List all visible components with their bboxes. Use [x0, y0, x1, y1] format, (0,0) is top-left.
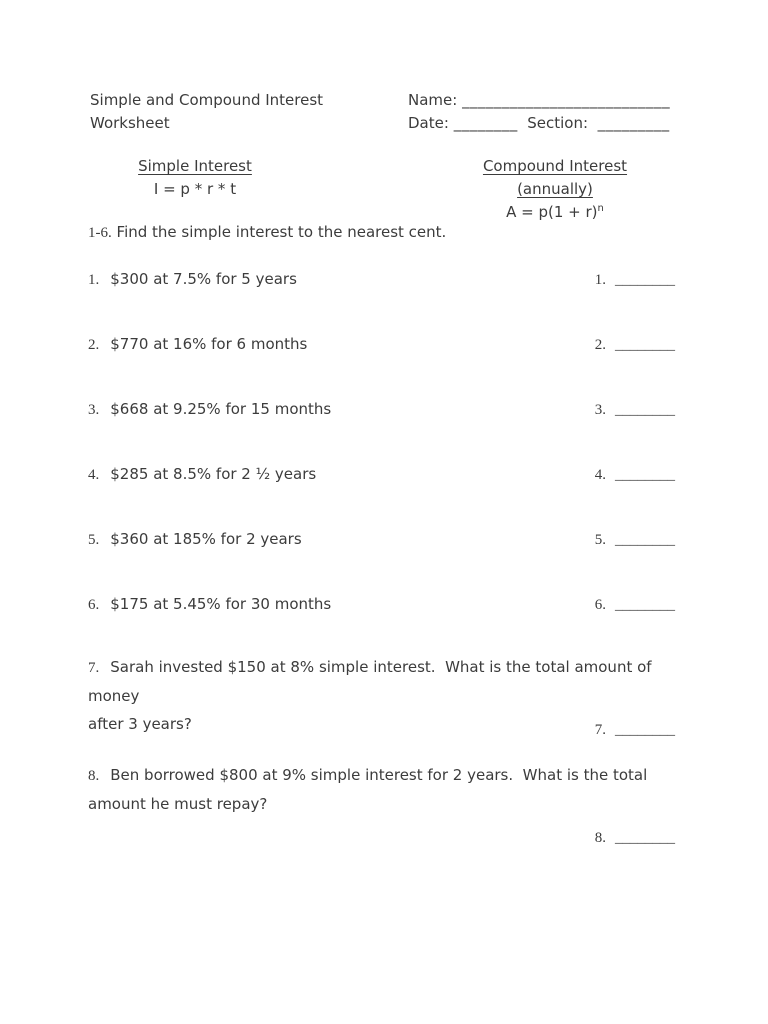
answer-number: 8.	[594, 830, 606, 846]
problem-question	[88, 270, 297, 289]
answer-blank: ________	[615, 532, 675, 548]
date-section-field	[408, 112, 670, 135]
problem-text: $668 at 9.25% for 15 months	[110, 400, 332, 418]
problem-number: 4.	[88, 467, 100, 483]
word-problem-line: amount he must repay?	[88, 795, 268, 813]
word-problem-line: after 3 years?	[88, 715, 192, 733]
answer-blank: ________	[615, 337, 675, 353]
date-field-blank: ________	[453, 114, 518, 132]
section-field-blank: _________	[597, 114, 670, 132]
problem-text: $285 at 8.5% for 2 ½ years	[110, 465, 317, 483]
problem-question	[88, 465, 316, 484]
header-fields	[408, 89, 670, 135]
problem-row-3	[88, 400, 675, 419]
simple-interest-heading: Simple Interest	[138, 157, 252, 175]
problem-text: Sarah invested $150 at 8% simple interest. What is the total amount of money	[88, 658, 657, 705]
problem-text: $300 at 7.5% for 5 years	[110, 270, 297, 288]
problem-number: 3.	[88, 402, 100, 418]
section-field-label: Section:	[527, 114, 589, 132]
answer-blank: ________	[615, 597, 675, 613]
problem-row-1	[88, 270, 675, 289]
answer-number: 1.	[594, 272, 606, 288]
instructions	[88, 223, 446, 242]
problem-answer	[595, 337, 675, 354]
problem-question	[88, 400, 331, 419]
word-problem-7-answer	[595, 722, 675, 739]
answer-blank: ________	[615, 402, 675, 418]
word-problem-8-answer	[595, 830, 675, 847]
answer-number: 4.	[594, 467, 606, 483]
problem-question	[88, 530, 302, 549]
answer-number: 3.	[594, 402, 606, 418]
problem-answer	[595, 467, 675, 484]
problem-row-4	[88, 465, 675, 484]
name-field-blank: __________________________	[462, 91, 671, 109]
problem-answer	[595, 272, 675, 289]
problem-question	[88, 595, 331, 614]
problem-number: 2.	[88, 337, 100, 353]
problem-answer	[595, 402, 675, 419]
doc-title-line1: Simple and Compound Interest	[90, 91, 324, 109]
problem-row-2	[88, 335, 675, 354]
answer-blank: ________	[615, 830, 675, 846]
problem-row-6	[88, 595, 675, 614]
compound-interest-heading: Compound Interest (annually)	[482, 157, 628, 198]
answer-number: 5.	[594, 532, 606, 548]
doc-title-line2: Worksheet	[90, 114, 170, 132]
problem-number: 5.	[88, 532, 100, 548]
problem-answer	[595, 597, 675, 614]
problem-answer	[595, 532, 675, 549]
problem-row-5	[88, 530, 675, 549]
problem-question	[88, 335, 307, 354]
compound-exponent: n	[597, 203, 604, 214]
date-field-label: Date:	[408, 114, 449, 132]
problem-number: 1.	[88, 272, 100, 288]
answer-number: 6.	[594, 597, 606, 613]
instructions-range: 1-6.	[88, 225, 112, 241]
doc-title	[90, 89, 323, 135]
compound-interest-formula: $A = p(1 + r)^n$	[506, 203, 604, 221]
problem-text: $770 at 16% for 6 months	[110, 335, 308, 353]
problem-number: 8.	[88, 768, 100, 784]
simple-interest-formula-block	[108, 155, 282, 201]
answer-number: 7.	[594, 722, 606, 738]
answer-blank: ________	[615, 467, 675, 483]
problem-text: $360 at 185% for 2 years	[110, 530, 302, 548]
problem-text: $175 at 5.45% for 30 months	[110, 595, 332, 613]
problem-text: Ben borrowed $800 at 9% simple interest for 2 years. What is the total	[110, 766, 648, 784]
word-problem-8	[88, 761, 688, 818]
simple-interest-formula: I = p * r * t	[153, 180, 237, 198]
word-problem-line	[88, 653, 688, 710]
answer-number: 2.	[594, 337, 606, 353]
problem-number: 7.	[88, 660, 100, 676]
compound-interest-formula-block	[446, 155, 664, 224]
answer-blank: ________	[615, 722, 675, 738]
word-problem-line	[88, 761, 688, 790]
name-field	[408, 89, 670, 112]
name-field-label: Name:	[408, 91, 458, 109]
answer-blank: ________	[615, 272, 675, 288]
problem-number: 6.	[88, 597, 100, 613]
instructions-text: Find the simple interest to the nearest cent.	[116, 223, 447, 241]
